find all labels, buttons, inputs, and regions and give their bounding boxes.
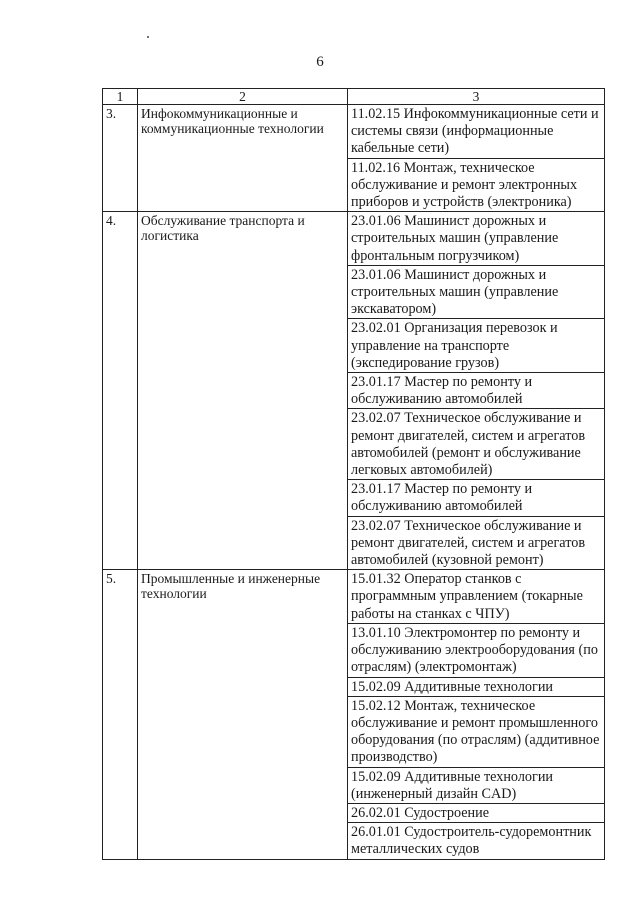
specialty-text: 26.01.01 Судостроитель-судоремонтник металлических судов [351,824,592,858]
specialty-cell [348,105,605,159]
page-number: 6 [316,54,324,70]
specialty-cell [348,696,605,767]
table-row [103,570,605,624]
specialty-text: 15.02.09 Аддитивные технологии (инженерный дизайн CAD) [351,768,554,802]
row-number: 3. [103,105,138,212]
specialty-cell [348,373,605,409]
table-row [103,212,605,266]
specialty-cell [348,212,605,266]
scan-speck [147,36,149,38]
row-number: 4. [103,212,138,570]
specialty-text: 23.01.06 Машинист дорожных и строительных машин (управление фронтальным погрузчиком) [351,213,559,264]
specialty-cell [348,480,605,516]
specialties-table [102,88,605,860]
specialty-cell [348,623,605,677]
specialty-cell [348,319,605,373]
column-header-specialty: 3 [348,89,605,105]
specialty-cell [348,803,605,822]
specialty-text: 13.01.10 Электромонтер по ремонту и обслуживанию электрооборудования (по отраслям) (электромонтаж) [351,624,598,676]
specialty-text: 11.02.16 Монтаж, техническое обслуживание и ремонт электронных приборов и устройств (электроника) [351,159,578,211]
specialty-cell [348,158,605,212]
table-body [103,105,605,860]
specialty-cell [348,265,605,319]
specialty-text: 26.02.01 Судостроение [351,804,489,821]
competence-area: Обслуживание транспорта и логистика [138,212,348,570]
specialty-cell [348,677,605,696]
column-header-area: 2 [138,89,348,105]
specialty-text: 23.01.06 Машинист дорожных и строительных машин (управление экскаватором) [351,266,559,318]
specialty-text: 23.02.07 Техническое обслуживание и ремонт двигателей, систем и агрегатов автомобилей (кузовной ремонт) [351,517,586,569]
specialty-text: 23.02.07 Техническое обслуживание и ремонт двигателей, систем и агрегатов автомобилей (ремонт и обслуживание легковых автомобилей) [351,410,586,479]
specialty-cell [348,409,605,480]
column-header-number: 1 [103,89,138,105]
table-row [103,105,605,159]
specialty-text: 23.01.17 Мастер по ремонту и обслуживанию автомобилей [351,481,533,515]
specialty-cell [348,767,605,803]
specialty-text: 23.02.01 Организация перевозок и управление на транспорте (экспедирование грузов) [351,320,558,371]
specialty-text: 23.01.17 Мастер по ремонту и обслуживанию автомобилей [351,374,533,408]
specialty-text: 15.02.12 Монтаж, техническое обслуживание и ремонт промышленного оборудования (по отраслям) (аддитивное производство) [351,697,600,766]
specialty-cell [348,570,605,624]
specialty-cell [348,823,605,859]
specialty-text: 11.02.15 Инфокоммуникационные сети и системы связи (информационные кабельные сети) [351,106,599,157]
specialty-text: 15.02.09 Аддитивные технологии [351,678,554,695]
table-header-row [103,89,605,105]
specialty-text: 15.01.32 Оператор станков с программным управлением (токарные работы на станках с ЧПУ) [351,571,583,622]
row-number: 5. [103,570,138,859]
competence-area: Промышленные и инженерные технологии [138,570,348,859]
specialty-cell [348,516,605,570]
competence-area: Инфокоммуникационные и коммуникационные технологии [138,105,348,212]
